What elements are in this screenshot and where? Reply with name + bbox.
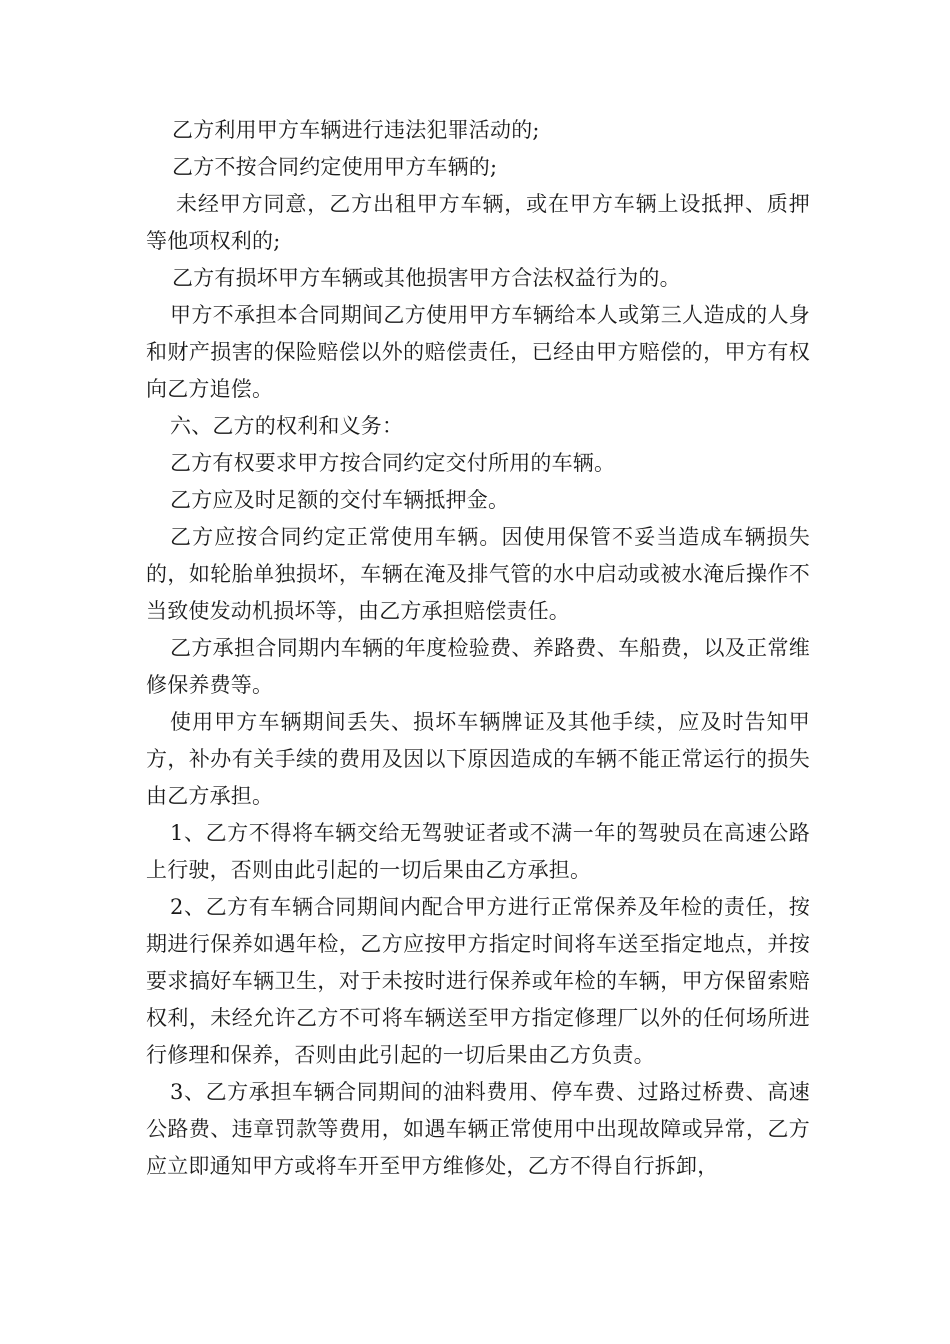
paragraph-3: 未经甲方同意，乙方出租甲方车辆，或在甲方车辆上设抵押、质押等他项权利的; bbox=[146, 192, 810, 253]
numbered-clause-3: 3、乙方承担车辆合同期间的油料费用、停车费、过路过桥费、高速公路费、违章罚款等费用，如遇车辆正常使用中出现故障或异常，乙方应立即通知甲方或将车开至甲方维修处，乙方不得自行拆卸， bbox=[146, 1080, 810, 1178]
section-heading-6: 六、乙方的权利和义务： bbox=[170, 414, 404, 438]
paragraph-1: 乙方利用甲方车辆进行违法犯罪活动的; bbox=[172, 118, 540, 142]
numbered-clause-1: 1、乙方不得将车辆交给无驾驶证者或不满一年的驾驶员在高速公路上行驶，否则由此引起的一切后果由乙方承担。 bbox=[146, 821, 810, 882]
paragraph-11: 使用甲方车辆期间丢失、损坏车辆牌证及其他手续，应及时告知甲方，补办有关手续的费用及因以下原因造成的车辆不能正常运行的损失由乙方承担。 bbox=[146, 710, 810, 808]
paragraph-9: 乙方应按合同约定正常使用车辆。因使用保管不妥当造成车辆损失的，如轮胎单独损坏，车辆在淹及排气管的水中启动或被水淹后操作不当致使发动机损坏等，由乙方承担赔偿责任。 bbox=[146, 525, 810, 623]
numbered-clause-2: 2、乙方有车辆合同期间内配合甲方进行正常保养及年检的责任，按期进行保养如遇年检，乙方应按甲方指定时间将车送至指定地点，并按要求搞好车辆卫生，对于未按时进行保养或年检的车辆，甲方保留索赔权利，未经允许乙方不可将车辆送至甲方指定修理厂以外的任何场所进行修理和保养，否则由此引起的一切后果由乙方负责。 bbox=[146, 895, 810, 1067]
document-body bbox=[146, 112, 810, 1185]
paragraph-7: 乙方有权要求甲方按合同约定交付所用的车辆。 bbox=[170, 451, 616, 475]
paragraph-5: 甲方不承担本合同期间乙方使用甲方车辆给本人或第三人造成的人身和财产损害的保险赔偿以外的赔偿责任，已经由甲方赔偿的，甲方有权向乙方追偿。 bbox=[146, 303, 810, 401]
paragraph-8: 乙方应及时足额的交付车辆抵押金。 bbox=[170, 488, 510, 512]
paragraph-10: 乙方承担合同期内车辆的年度检验费、养路费、车船费，以及正常维修保养费等。 bbox=[146, 636, 810, 697]
paragraph-4: 乙方有损坏甲方车辆或其他损害甲方合法权益行为的。 bbox=[172, 266, 681, 290]
paragraph-2: 乙方不按合同约定使用甲方车辆的; bbox=[172, 155, 498, 179]
